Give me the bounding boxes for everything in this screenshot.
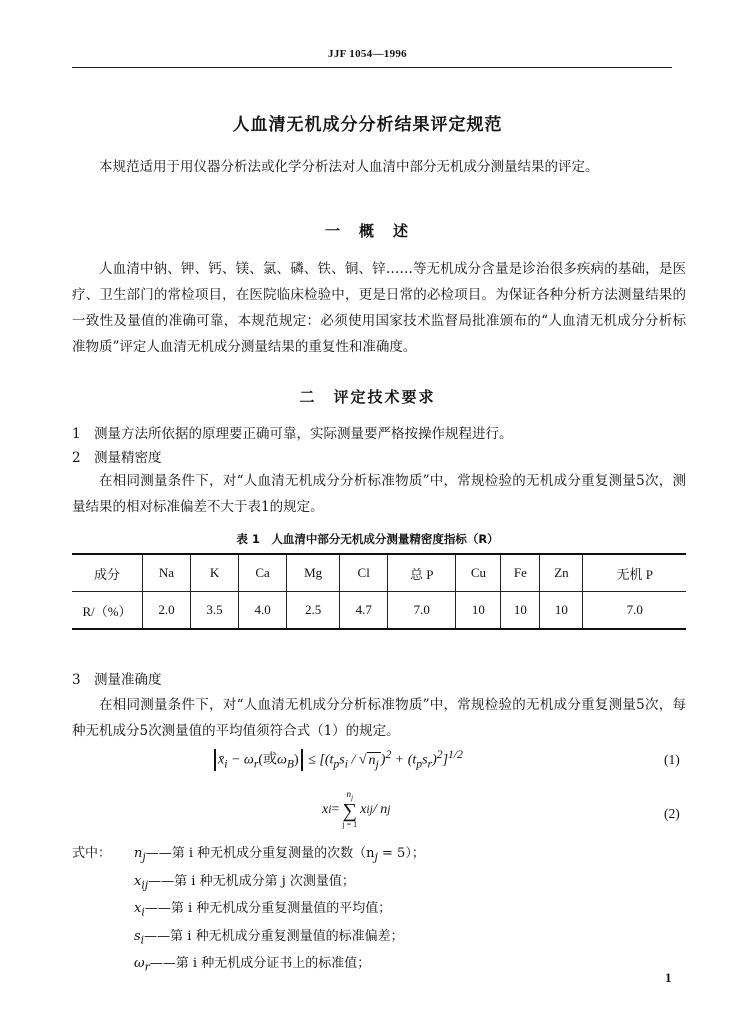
table-cell-value: 3.5 — [191, 592, 239, 630]
table-1-caption: 表 1 人血清中部分无机成分测量精密度指标（R） — [236, 532, 499, 546]
definition-text: ——第 i 种无机成分证书上的标准值； — [149, 956, 371, 972]
definition-item — [134, 952, 425, 980]
formula-symbol: s — [339, 752, 345, 768]
definition-text: ——第 i 种无机成分重复测量的次数（n — [145, 846, 375, 861]
definition-text: ——第 i 种无机成分重复测量值的平均值； — [144, 901, 392, 917]
formula-symbol: = — [331, 801, 340, 817]
formula-symbol: n — [368, 752, 376, 768]
table-cell-component: K — [191, 554, 239, 592]
definition-item — [134, 925, 425, 953]
item-3-number: 3 — [72, 672, 81, 688]
standard-code-header: JJF 1054—1996 — [328, 48, 407, 60]
table-cell-component: Ca — [239, 554, 287, 592]
formula-symbol: / √ — [347, 752, 367, 768]
formula-symbol: x̄ — [218, 752, 225, 768]
table-cell-value: 4.0 — [239, 592, 287, 630]
table-cell-value: 7.0 — [583, 592, 686, 630]
definition-symbol: x — [134, 901, 142, 917]
table-row-label: R/（%） — [72, 592, 143, 630]
table-cell-value: 10 — [540, 592, 583, 630]
definition-subscript: i — [141, 905, 145, 919]
table-row-values — [72, 592, 686, 630]
formula-subscript: j — [387, 803, 391, 817]
formula-symbol: ≤ — [308, 752, 316, 768]
sqrt-overline — [367, 752, 381, 771]
item-3-title-line — [72, 668, 686, 692]
definition-symbol: x — [134, 873, 142, 889]
formula-subscript: j — [350, 792, 354, 802]
table-cell-value: 4.7 — [340, 592, 388, 630]
formula-symbol: x — [360, 801, 367, 817]
item-1-text: 测量方法所依据的原理要正确可靠，实际测量要严格按操作规程进行。 — [94, 426, 513, 442]
formula-symbol: ] — [442, 752, 449, 768]
formula-subscript: B — [286, 757, 295, 771]
formula-subscript: i — [328, 803, 332, 817]
table-cell-value: 10 — [456, 592, 501, 630]
definition-symbol: ω — [134, 956, 145, 972]
formula-subscript: r — [253, 757, 259, 771]
formula-symbol: ( — [258, 752, 264, 768]
document-title: 人血清无机成分分析结果评定规范 — [232, 115, 503, 135]
page-number: 1 — [665, 970, 672, 985]
formula-symbol: x — [322, 801, 329, 817]
formula-2 — [322, 790, 390, 829]
table-cell-component: Cl — [340, 554, 388, 592]
equation-1-number: (1) — [664, 752, 680, 767]
definition-subscript: j — [142, 850, 146, 864]
sum-lower-limit: j = 1 — [342, 820, 358, 830]
formula-symbol: / n — [372, 801, 388, 817]
table-row-components — [72, 554, 686, 592]
table-cell-value: 2.0 — [143, 592, 191, 630]
item-3-body: 在相同测量条件下，对“人血清无机成分分析标准物质”中，常规检验的无机成分重复测量5次，每种无机成分5次测量值的平均值须符合式（1）的规定。 — [72, 697, 686, 739]
sum-symbol: ∑ — [342, 800, 357, 823]
formula-superscript: 2 — [385, 748, 392, 761]
item-2-title: 测量精密度 — [94, 450, 162, 466]
definition-subscript: j — [374, 850, 378, 864]
section-1-heading: 一 概 述 — [324, 222, 410, 240]
section-1-body: 人血清中钠、钾、钙、镁、氯、磷、铁、铜、锌……等无机成分含量是诊治很多疾病的基础，是医疗、卫生部门的常检项目，在医院临床检验中，更是日常的必检项目。为保证各种分析方法测量结果的一致性及量值的准确可靠，本规范规定：必须使用国家技术监督局批准颁布的“人血清无机成分分析标准物质”评定人血清无机成分测量结果的重复性和准确度。 — [72, 261, 686, 355]
table-cell-component: Fe — [501, 554, 540, 592]
abs-bar-left — [214, 749, 216, 771]
formula-symbol: − ω — [227, 752, 254, 768]
precision-table — [72, 553, 686, 630]
table-row-label: 成分 — [72, 554, 143, 592]
item-3-title: 测量准确度 — [94, 672, 162, 688]
sum-upper-limit: n — [346, 789, 351, 799]
formula-1 — [212, 748, 463, 771]
formula-symbol: ) — [380, 752, 386, 768]
definition-subscript: r — [144, 960, 150, 974]
item-2-body: 在相同测量条件下，对“人血清无机成分分析标准物质”中，常规检验的无机成分重复测量5次，测量结果的相对标准偏差不大于表1的规定。 — [72, 473, 686, 515]
formula-symbol: + (t — [391, 752, 417, 768]
item-1 — [72, 422, 686, 446]
header-rule — [72, 67, 672, 68]
formula-text: 或 — [263, 752, 278, 768]
definition-symbol: n — [134, 846, 143, 861]
abs-bar-right — [301, 749, 303, 771]
formula-subscript: p — [333, 757, 340, 771]
formula-subscript: i — [224, 757, 228, 771]
table-cell-component: Mg — [287, 554, 340, 592]
table-cell-component: 无机 P — [583, 554, 686, 592]
formula-subscript: i — [344, 757, 348, 771]
definition-symbol: s — [134, 928, 141, 944]
section-2-heading: 二 评定技术要求 — [299, 388, 436, 406]
item-2-title-line — [72, 446, 686, 470]
definition-subscript: ij — [141, 878, 149, 892]
table-cell-component: 总 P — [388, 554, 456, 592]
table-cell-value: 10 — [501, 592, 540, 630]
formula-symbol: ω — [277, 752, 287, 768]
table-cell-component: Na — [143, 554, 191, 592]
definition-subscript: i — [140, 933, 145, 947]
definition-text: ——第 i 种无机成分第 j 次测量值； — [148, 873, 355, 889]
formula-symbol: [(t — [319, 752, 334, 768]
formula-superscript: 1/2 — [448, 748, 463, 761]
table-cell-component: Cu — [456, 554, 501, 592]
table-cell-value: 7.0 — [388, 592, 456, 630]
item-2-number: 2 — [72, 450, 81, 466]
formula-subscript: ij — [366, 803, 373, 817]
table-cell-value: 2.5 — [287, 592, 340, 630]
item-1-number: 1 — [72, 426, 81, 442]
definitions-label: 式中： — [72, 846, 112, 861]
table-cell-component: Zn — [540, 554, 583, 592]
definition-item — [134, 897, 425, 925]
intro-paragraph: 本规范适用于用仪器分析法或化学分析法对人血清中部分无机成分测量结果的评定。 — [99, 159, 599, 175]
formula-symbol: s — [422, 752, 428, 768]
definition-item — [134, 870, 425, 898]
formula-symbol: ) — [432, 752, 437, 768]
equation-2-number: (2) — [664, 806, 680, 821]
formula-superscript: 2 — [436, 748, 443, 761]
definitions-list — [134, 842, 425, 980]
definition-text: ——第 i 种无机成分重复测量值的标准偏差； — [144, 928, 404, 944]
definition-text: = 5）； — [377, 846, 425, 861]
definition-item — [134, 842, 425, 870]
formula-subscript: p — [416, 757, 423, 771]
formula-symbol: ) — [294, 752, 299, 768]
formula-subscript: r — [427, 757, 433, 771]
summation — [342, 790, 357, 829]
formula-subscript: j — [375, 757, 379, 771]
